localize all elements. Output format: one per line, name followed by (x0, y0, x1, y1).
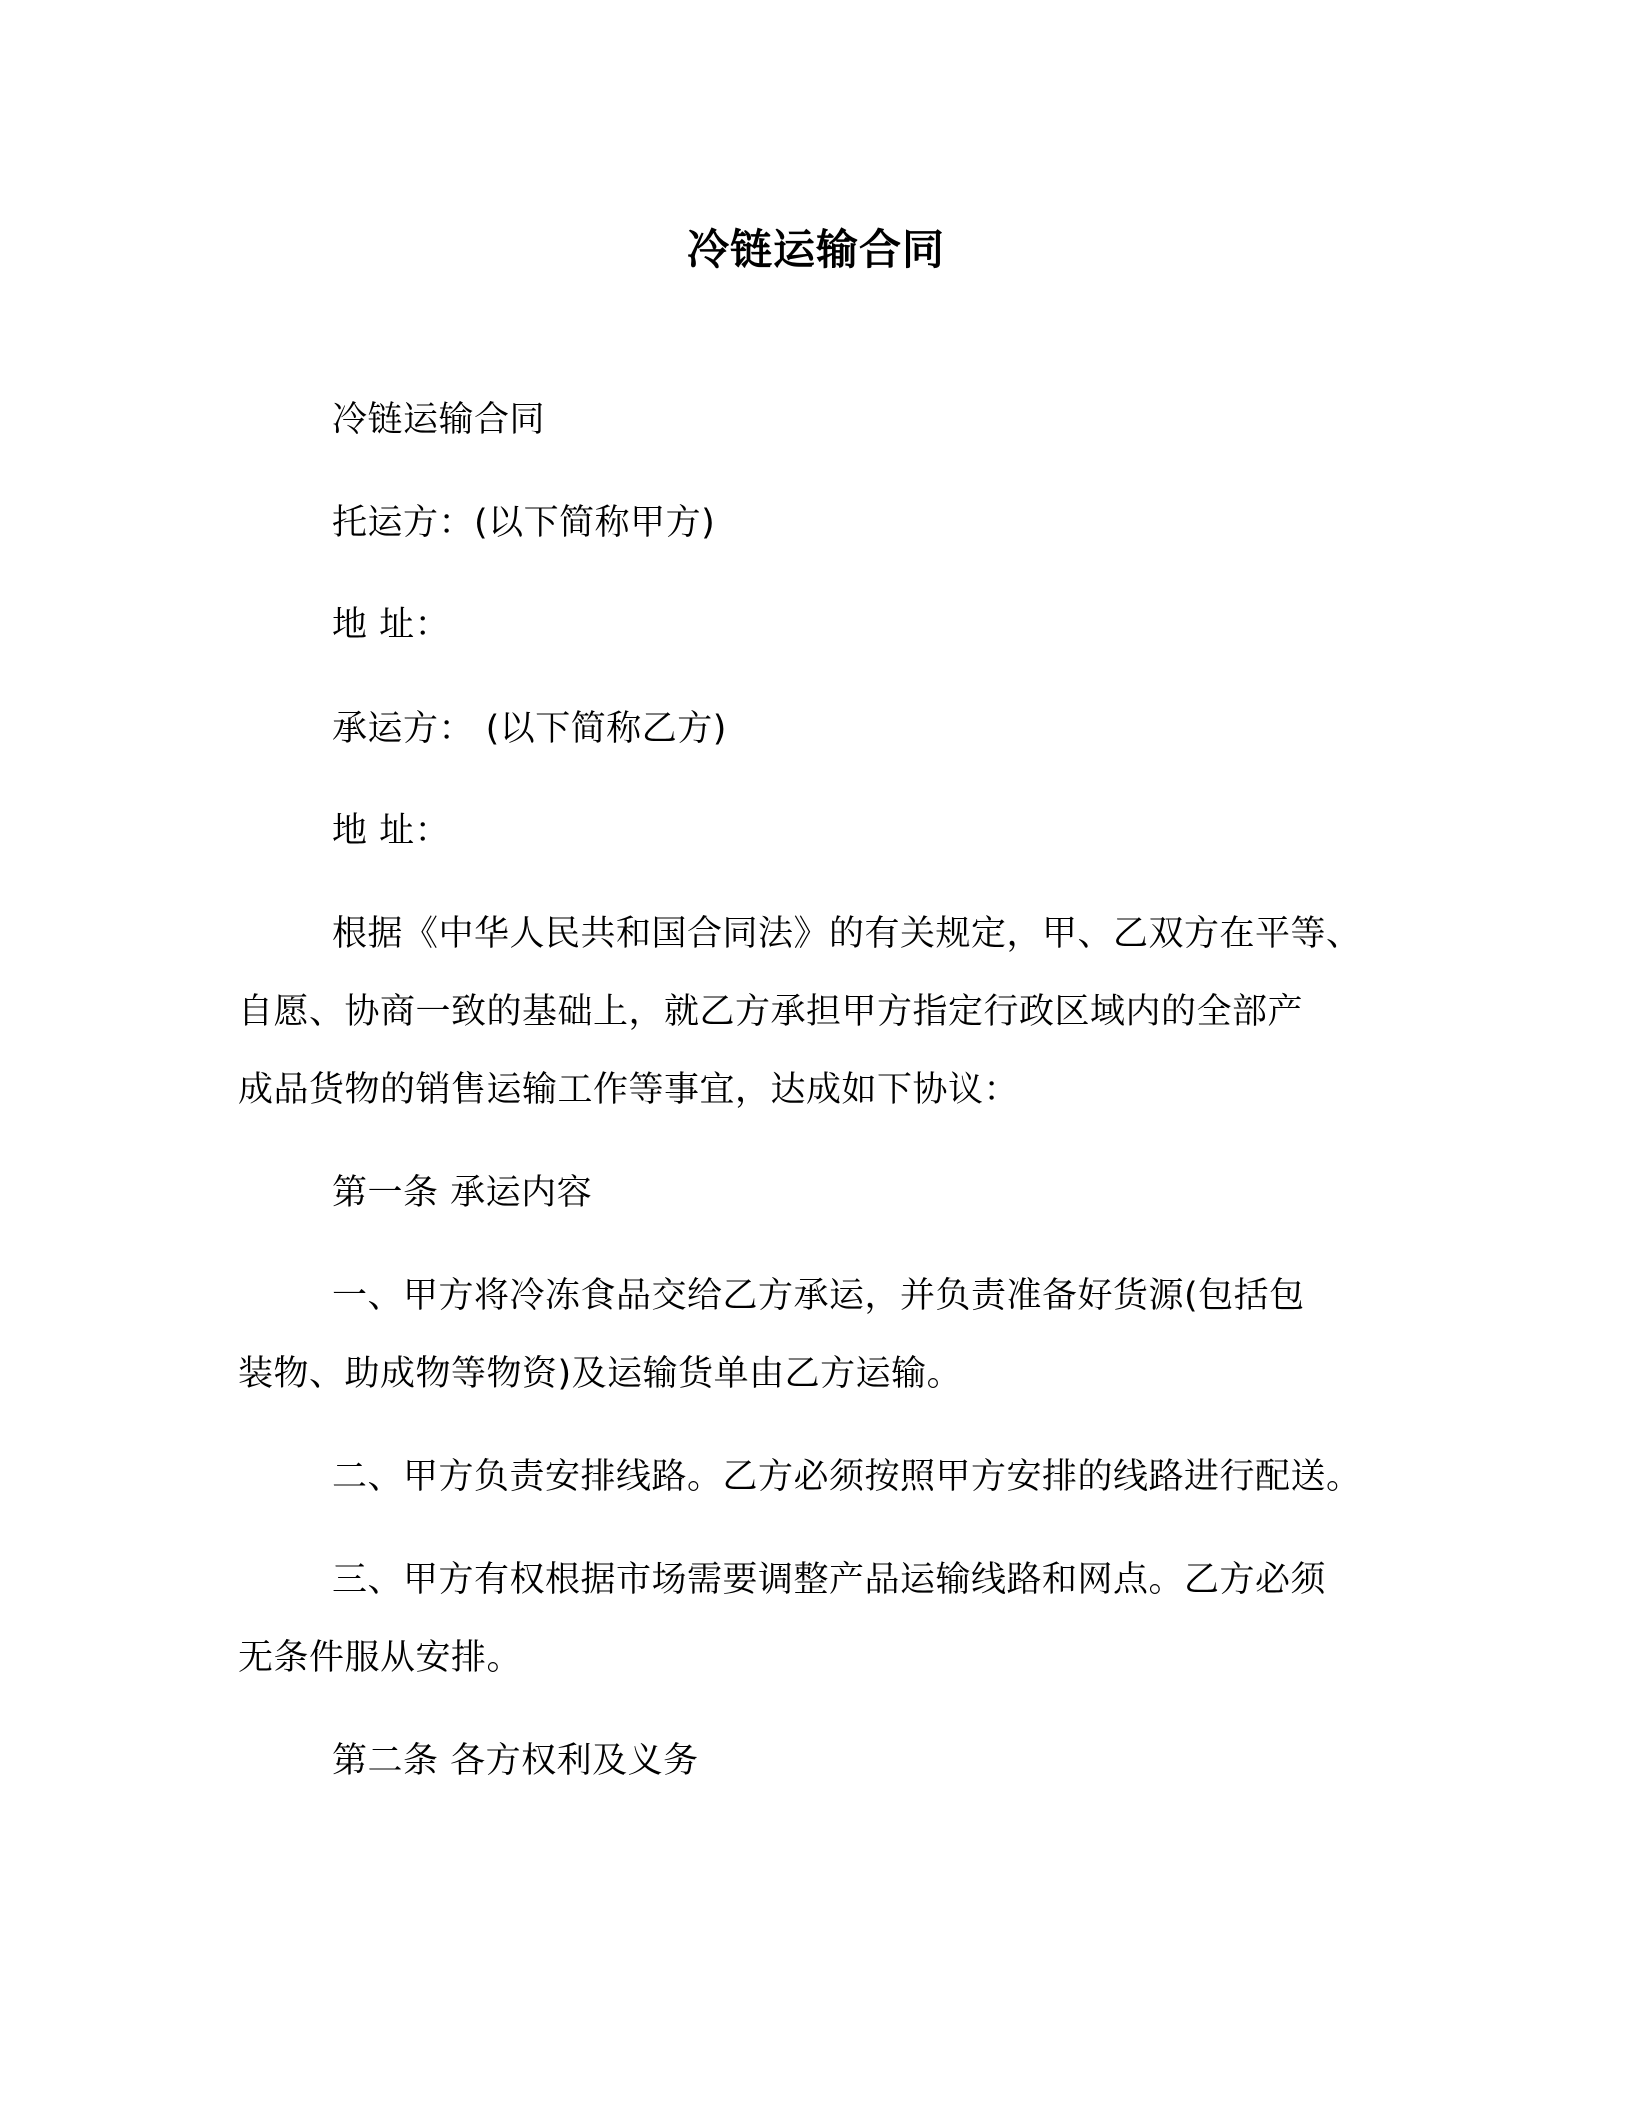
preamble-line-3: 成品货物的销售运输工作等事宜，达成如下协议： (238, 1070, 1020, 1110)
clause-3-line-2: 无条件服从安排。 (238, 1638, 523, 1678)
article-1-heading: 第一条 承运内容 (332, 1173, 593, 1213)
document-title: 冷链运输合同 (686, 225, 945, 274)
shipper-address-line: 地 址： (332, 605, 451, 645)
carrier-line: 承运方： (以下简称乙方) (332, 709, 727, 749)
shipper-line: 托运方：(以下简称甲方) (332, 503, 716, 543)
clause-2-line-1: 二、甲方负责安排线路。乙方必须按照甲方安排的线路进行配送。 (332, 1457, 1362, 1497)
paragraph-heading: 冷链运输合同 (332, 400, 546, 440)
carrier-address-line: 地 址： (332, 811, 451, 851)
preamble-line-1: 根据《中华人民共和国合同法》的有关规定，甲、乙双方在平等、 (332, 914, 1362, 954)
clause-3-line-1: 三、甲方有权根据市场需要调整产品运输线路和网点。乙方必须 (332, 1560, 1327, 1600)
preamble-line-2: 自愿、协商一致的基础上，就乙方承担甲方指定行政区域内的全部产 (238, 992, 1304, 1032)
clause-1-line-1: 一、甲方将冷冻食品交给乙方承运，并负责准备好货源(包括包 (332, 1276, 1305, 1316)
article-2-heading: 第二条 各方权利及义务 (332, 1741, 699, 1781)
clause-1-line-2: 装物、助成物等物资)及运输货单由乙方运输。 (238, 1354, 963, 1394)
